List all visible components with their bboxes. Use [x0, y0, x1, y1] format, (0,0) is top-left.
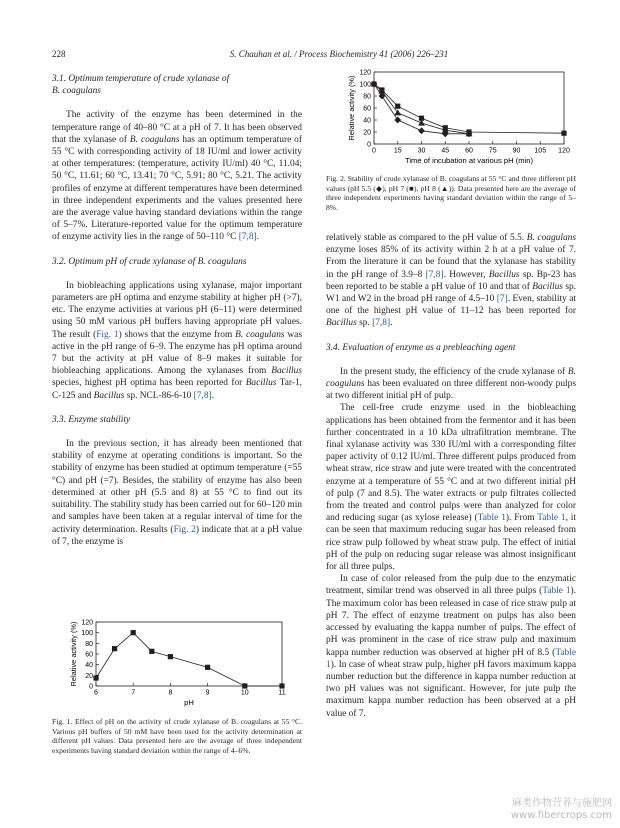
x-tick-label: 60 — [465, 147, 473, 155]
data-point — [242, 683, 247, 688]
plot-frame — [96, 622, 282, 686]
x-tick-label: 75 — [488, 147, 497, 155]
stability-paragraph-continued: relatively stable as compared to the pH value of 5.5. B. coagulans enzyme loses 85% of its activity within 2 h at a pH value of 7. From the literature it can be found that the xylanase has stability in the pH range of 3.9–8 [7,8]. However, Bacillus sp. Bp-23 has been reported to be stable a pH value of 10 and that of Bacillus sp. W1 and W2 in the broad pH range of 4.5–10 [7]. Even, stability at one of the highest pH value of 11–12 has been reported for Bacillus sp. [7,8]. — [326, 233, 576, 329]
citation-link[interactable]: [7] — [496, 294, 508, 305]
x-tick-label: 0 — [372, 147, 376, 155]
table-link[interactable]: Table 1 — [326, 647, 576, 670]
x-tick-label: 7 — [131, 689, 136, 697]
y-axis-label: Relative activity (%) — [69, 621, 78, 687]
x-tick-label: 30 — [417, 147, 426, 155]
section-3-4-title: 3.4. Evaluation of enzyme as a prebleaching agent — [326, 342, 516, 353]
y-axis-label: Relative activity (%) — [347, 75, 356, 141]
table-link[interactable]: Table 1 — [537, 513, 566, 524]
citation-link[interactable]: [7,8] — [193, 390, 212, 401]
figure-2-chart — [338, 66, 578, 174]
y-tick-label: 60 — [363, 105, 371, 113]
x-tick-label: 45 — [441, 147, 450, 155]
y-tick-label: 0 — [89, 683, 93, 691]
x-tick-label: 11 — [278, 689, 286, 697]
table-link[interactable]: Table 1 — [542, 586, 571, 597]
data-point — [561, 131, 566, 136]
data-point — [93, 675, 98, 680]
figure-link[interactable]: Fig. 2 — [173, 524, 196, 535]
x-tick-label: 90 — [512, 147, 521, 155]
section-3-2-paragraph: In biobleaching applications using xylanase, major important parameters are pH optima and enzyme stability at higher pH (>7), etc. The enzyme activities at various pH (6–11) were determined using 50 mM various pH buffers having appropriate pH values. The result (Fig. 1) shows that the enzyme from B. coagulans was active in the pH range of 6–9. The enzyme has pH optima around 7 but the activity at pH value of 8–9 makes it suitable for biobleaching applications. Among the xylanases from Bacillus species, highest pH optima has been reported for Bacillus Tar-1, C-125 and Bacillus sp. NCL-86-6-10 [7,8]. — [52, 280, 302, 401]
figure-1-chart — [52, 608, 302, 718]
data-point — [168, 654, 173, 659]
data-point — [418, 127, 425, 134]
data-point — [394, 117, 401, 124]
y-tick-label: 40 — [363, 117, 371, 125]
page-number: 228 — [52, 49, 66, 59]
y-tick-label: 80 — [363, 93, 371, 101]
y-tick-label: 60 — [85, 651, 93, 659]
y-tick-label: 100 — [81, 630, 93, 638]
x-tick-label: 120 — [558, 147, 570, 155]
right-column — [326, 232, 576, 720]
data-point — [112, 646, 117, 651]
figure-link[interactable]: Fig. 1 — [96, 329, 119, 340]
figure-1-caption: Fig. 1. Effect of pH on the activity of crude xylanase of B. coagulans at 55 °C. Various pH buffers of 50 mM have been used for the activity determination at different pH values. Data presented here are the average of three independent experiments having standard deviation within the range of 4–6%. — [52, 717, 302, 755]
section-3-3-paragraph: In the previous section, it has already been mentioned that stability of enzyme at operating conditions is important. So the stability of enzyme has been studied at optimum temperature (=55 °C) and pH (=7). Besides, the stability of enzyme has also been determined at other pH (5.5 and 8) at 55 °C to find out its suitability. The stability study has been carried out for 60–120 min and samples have been taken at a regular interval of time for the activity determination. Results (Fig. 2) indicate that at a pH value of 7, the enzyme is — [52, 439, 302, 547]
y-tick-label: 120 — [81, 619, 93, 627]
data-point — [395, 104, 400, 109]
figure-2-caption: Fig. 2. Stability of crude xylanase of B. coagulans at 55 °C and three different pH values (pH 5.5 (◆), pH 7 (■), pH 8 (▲)). Data presented here are the average of three independent experiments having standard deviation within the range of 5–8%. — [326, 174, 576, 212]
citation-link[interactable]: [7,8] — [425, 269, 444, 280]
section-3-4-paragraph-2: The cell-free crude enzyme used in the biobleaching applications has been obtained from the fermentor and it has been further concentrated in a 10 kDa ultrafiltration membrane. The final xylanase activity was 330 IU/ml with a corresponding filter paper activity of 0.12 IU/ml. Three different pulps produced from wheat straw, rice straw and jute were treated with the concentrated enzyme at a temperature of 55 °C and at two different initial pH of pulp (7 and 8.5). The water extracts or pulp filtrates collected from the treated and control pulps were than analyzed for color and reducing sugar (as xylose release) (Table 1). From Table 1, it can be seen that maximum reducing sugar has been released from rice straw pulp followed by wheat straw pulp. The effect of initial pH of the pulp on reducing sugar release was almost insignificant for all three pulps. — [326, 403, 577, 573]
x-tick-label: 6 — [94, 689, 98, 697]
y-tick-label: 20 — [85, 672, 93, 680]
series-line — [374, 84, 469, 134]
data-point — [131, 630, 136, 635]
y-tick-label: 20 — [363, 129, 371, 137]
x-axis-label: pH — [184, 698, 194, 707]
y-tick-label: 120 — [359, 69, 371, 77]
section-3-1-paragraph: The activity of the enzyme has been determined in the temperature range of 40–80 °C at a pH of 7. It has been observed that the xylanase of B. coagulans has an optimum temperature of 55 °C with corresponding activity of 18 IU/ml and lower activity at other temperatures: (temperature, activity IU/ml) 40 °C, 11.04; 50 °C, 11.61; 60 °C, 13.41; 70 °C, 5.91; 80 °C, 5.21. The activity profiles of enzyme at different temperatures have been determined in three independent experiments and the values presented here are the average value having standard deviations within the range of 5–7%. Literature-reported value for the optimum temperature of enzyme activity lies in the range of 50–110 °C [7,8]. — [52, 110, 302, 243]
section-3-4-paragraph-1: In the present study, the efficiency of the crude xylanase of B. coagulans has been evaluated on three different non-woody pulps at two different initial pH of pulp. — [326, 366, 576, 402]
data-point — [205, 665, 210, 670]
section-3-3-title: 3.3. Enzyme stability — [52, 414, 131, 425]
series-line — [374, 84, 469, 134]
data-point — [394, 109, 401, 115]
x-tick-label: 9 — [205, 689, 210, 697]
section-3-4-paragraph-3: In case of color released from the pulp due to the enzymatic treatment, similar trend was observed in all three pulps (Table 1). The maximum color has been released in case of rice straw pulp at pH 7. The effect of enzyme treatment on pulps has also been accessed by evaluating the kappa number of pulps. The effect of pH was prominent in the case of rice straw pulp and maximum kappa number reduction was observed at higher pH of 8.5 (Table 1). In case of wheat straw pulp, higher pH favors maximum kappa number reduction but the difference in kappa number reduction at two pH values was not significant. However, for jute pulp the maximum kappa number reduction has been observed at a pH value of 7. — [326, 574, 576, 719]
running-title: S. Chauhan et al. / Process Biochemistry 41 (2006) 226–231 — [229, 49, 449, 59]
x-tick-label: 15 — [393, 147, 402, 155]
section-3-1-title: 3.1. Optimum temperature of crude xylanase of B. coagulans — [52, 74, 230, 97]
citation-link[interactable]: [7,8] — [238, 232, 257, 243]
section-3-2-title: 3.2. Optimum pH of crude xylanase of B. coagulans — [52, 256, 247, 267]
citation-link[interactable]: [7,8] — [372, 318, 391, 329]
x-axis-label: Time of incubation at various pH (min) — [404, 156, 534, 165]
data-point — [279, 683, 284, 688]
data-point — [149, 649, 154, 654]
x-tick-label: 105 — [534, 147, 547, 155]
y-tick-label: 0 — [367, 141, 371, 149]
series-line — [374, 84, 564, 133]
y-tick-label: 80 — [85, 640, 93, 648]
series-line — [96, 633, 282, 686]
table-link[interactable]: Table 1 — [477, 513, 506, 524]
x-tick-label: 10 — [240, 689, 249, 697]
x-tick-label: 8 — [168, 689, 173, 697]
left-column — [52, 73, 302, 548]
y-tick-label: 40 — [85, 662, 93, 670]
y-tick-label: 100 — [359, 81, 371, 89]
site-watermark: 麻类作物营养与施肥网 www.fibercrops.com — [510, 798, 612, 821]
